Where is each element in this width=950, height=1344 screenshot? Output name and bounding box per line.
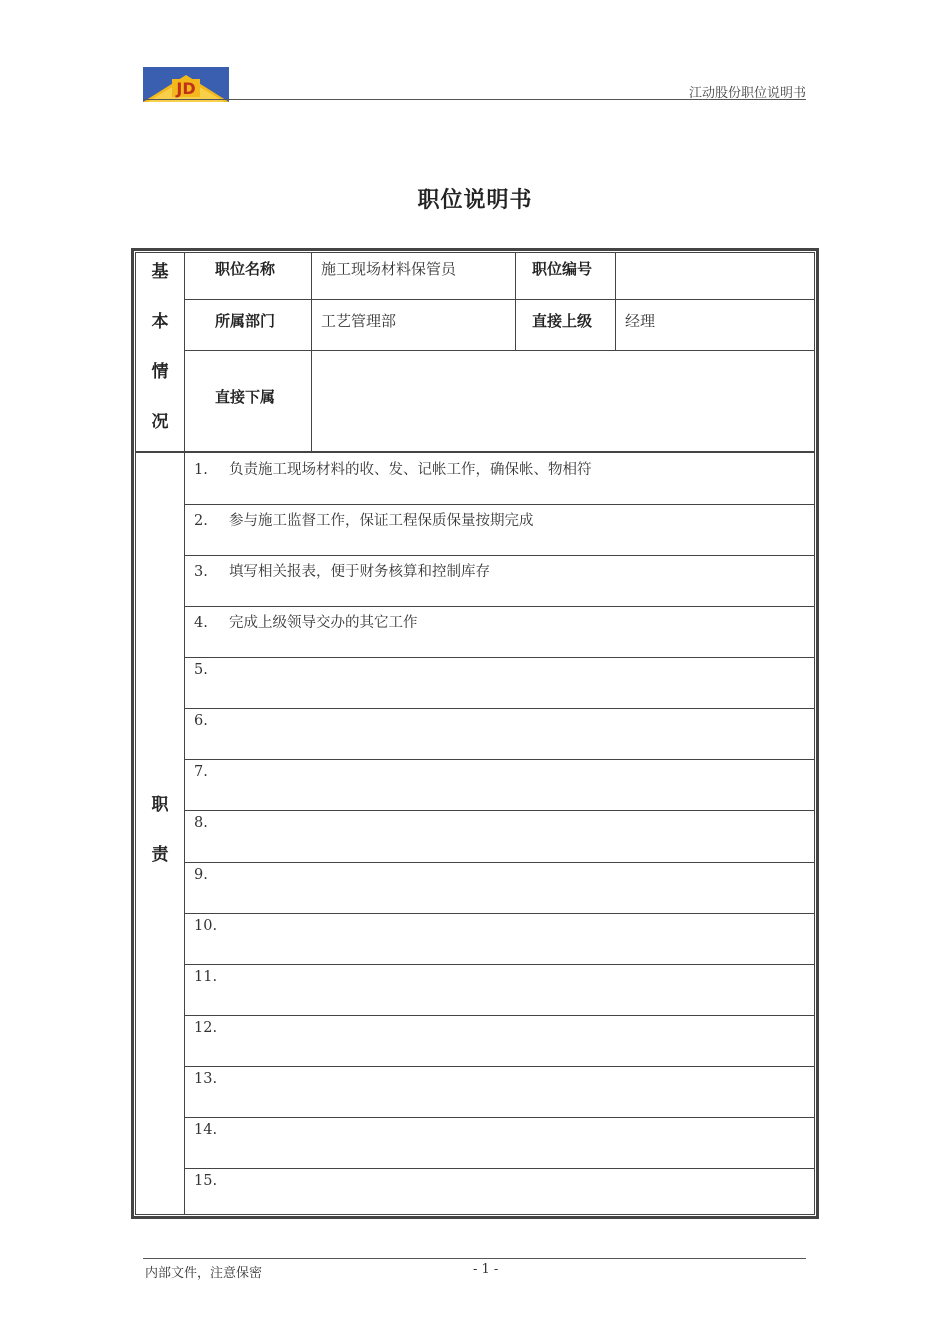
duty-row-divider [184, 759, 815, 760]
basic-info-section-label [136, 257, 184, 457]
label-char: 情 [151, 362, 169, 382]
duty-row-divider [184, 1117, 815, 1118]
department-value: 工艺管理部 [321, 312, 397, 330]
duty-number: 6. [194, 713, 208, 730]
document-title: 职位说明书 [417, 188, 533, 213]
duty-number: 10. [194, 917, 218, 934]
duty-text: 完成上级领导交办的其它工作 [229, 615, 418, 632]
duty-row-divider [184, 657, 815, 658]
label-char: 职 [151, 795, 169, 815]
duty-item [194, 611, 418, 632]
duty-text: 参与施工监督工作，保证工程保质保量按期完成 [229, 513, 534, 530]
duty-text: 负责施工现场材料的收、发、记帐工作，确保帐、物相符 [229, 462, 592, 478]
row-divider [184, 299, 815, 300]
duty-row-divider [184, 862, 815, 863]
duty-item [194, 969, 229, 985]
page-number: - 1 - [473, 1262, 499, 1277]
duty-item [194, 815, 229, 831]
duty-item [194, 918, 229, 934]
duty-row-divider [184, 1066, 815, 1067]
confidential-note: 内部文件，注意保密 [145, 1266, 263, 1281]
label-char: 基 [151, 262, 169, 282]
duty-item [194, 662, 229, 678]
duty-number: 4. [194, 615, 208, 632]
duty-item [194, 1122, 229, 1138]
duty-number: 13. [194, 1070, 218, 1087]
col-divider [615, 252, 616, 350]
duty-text: 填写相关报表，便于财务核算和控制库存 [229, 564, 490, 581]
row-divider [184, 350, 815, 351]
duty-number: 8. [194, 815, 208, 832]
superior-label: 直接上级 [532, 312, 593, 330]
duty-number: 5. [194, 662, 208, 679]
duties-section-label [136, 790, 184, 890]
section-divider [135, 451, 815, 453]
duty-row-divider [184, 810, 815, 811]
duty-row-divider [184, 708, 815, 709]
duty-number: 3. [194, 564, 208, 581]
duty-row-divider [184, 606, 815, 607]
subordinate-label: 直接下属 [215, 388, 276, 406]
duty-row-divider [184, 504, 815, 505]
duty-item [194, 1020, 229, 1036]
duty-item [194, 560, 490, 581]
position-name-label: 职位名称 [215, 260, 276, 278]
duty-number: 7. [194, 764, 208, 781]
header-divider [143, 99, 806, 100]
duty-item [194, 1173, 229, 1189]
duty-row-divider [184, 913, 815, 914]
footer-divider [143, 1258, 806, 1259]
col-divider [515, 252, 516, 350]
header-title: 江动股份职位说明书 [688, 86, 806, 101]
duty-number: 1. [194, 462, 208, 478]
company-logo [143, 67, 229, 102]
position-code-label: 职位编号 [532, 260, 593, 278]
position-name-value: 施工现场材料保管员 [321, 260, 457, 278]
logo-text: JD [176, 79, 196, 98]
duty-number: 14. [194, 1121, 218, 1138]
label-char: 本 [151, 312, 169, 332]
label-char: 况 [151, 412, 169, 432]
duty-number: 12. [194, 1019, 218, 1036]
duty-row-divider [184, 1015, 815, 1016]
duty-item [194, 1071, 229, 1087]
department-label: 所属部门 [215, 312, 276, 330]
duty-item [194, 867, 229, 883]
superior-value: 经理 [625, 312, 656, 330]
duty-number: 15. [194, 1172, 218, 1189]
duty-item [194, 764, 229, 780]
label-char: 责 [151, 845, 169, 865]
duty-item [194, 713, 229, 729]
duty-row-divider [184, 555, 815, 556]
duty-number: 9. [194, 866, 208, 883]
duty-item [194, 509, 534, 530]
duty-row-divider [184, 1168, 815, 1169]
duty-number: 2. [194, 513, 208, 530]
label-column-divider [184, 252, 185, 1215]
duty-number: 11. [194, 968, 218, 985]
duty-item [194, 458, 592, 479]
col-divider [311, 252, 312, 451]
duty-row-divider [184, 964, 815, 965]
